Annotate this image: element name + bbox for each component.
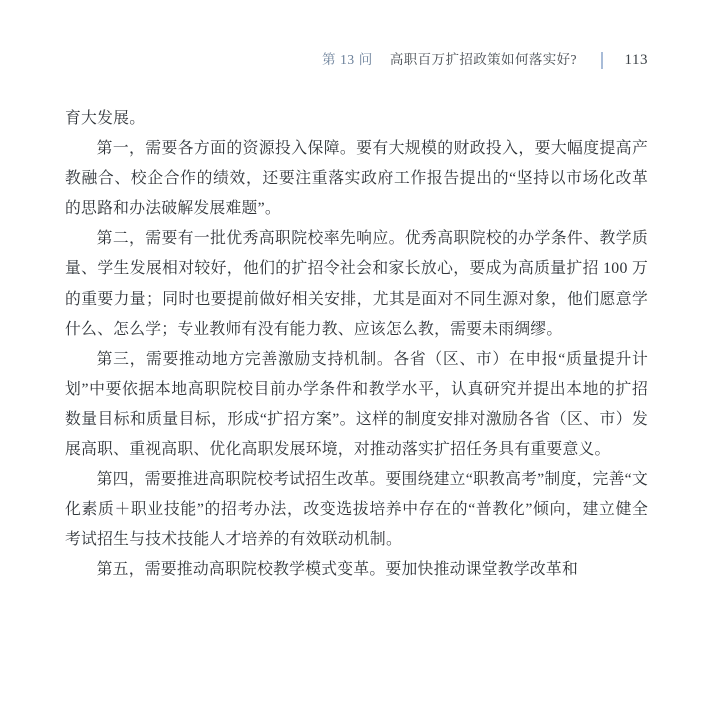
header-chapter-title: 高职百万扩招政策如何落实好? [389, 52, 577, 68]
paragraph-fifth-point: 第五，需要推动高职院校教学模式变革。要加快推动课堂教学改革和 [96, 561, 579, 579]
header-question-number: 第 13 问 [322, 52, 373, 68]
page-number: 113 [624, 51, 648, 68]
body-text-block [65, 104, 648, 586]
paragraph-second-point: 第二，需要有一批优秀高职院校率先响应。优秀高职院校的办学条件、教学质量、学生发展相对较好，他们的扩招令社会和家长放心，要成为高质量扩招 100 万的重要力量；同时也要提前做好相关安排，尤其是面对不同生源对象，他们愿意学什么、怎么学；专业教师有没有能力教、应该怎么教，需要未雨绸缪。 [65, 230, 648, 338]
paragraph-first-point: 第一，需要各方面的资源投入保障。要有大规模的财政投入，要大幅度提高产教融合、校企合作的绩效，还要注重落实政府工作报告提出的“坚持以市场化改革的思路和办法破解发展难题”。 [65, 140, 648, 218]
header-divider [601, 52, 603, 69]
paragraph-continuation: 育大发展。 [65, 110, 146, 127]
paragraph-fourth-point: 第四，需要推进高职院校考试招生改革。要围绕建立“职教高考”制度，完善“文化素质＋职业技能”的招考办法，改变选拔培养中存在的“普教化”倾向，建立健全考试招生与技术技能人才培养的有效联动机制。 [65, 471, 648, 549]
paragraph-third-point: 第三，需要推动地方完善激励支持机制。各省（区、市）在申报“质量提升计划”中要依据本地高职院校目前办学条件和教学水平，认真研究并提出本地的扩招数量目标和质量目标，形成“扩招方案”。这样的制度安排对激励各省（区、市）发展高职、重视高职、优化高职发展环境，对推动落实扩招任务具有重要意义。 [65, 350, 648, 459]
running-header [0, 47, 710, 73]
